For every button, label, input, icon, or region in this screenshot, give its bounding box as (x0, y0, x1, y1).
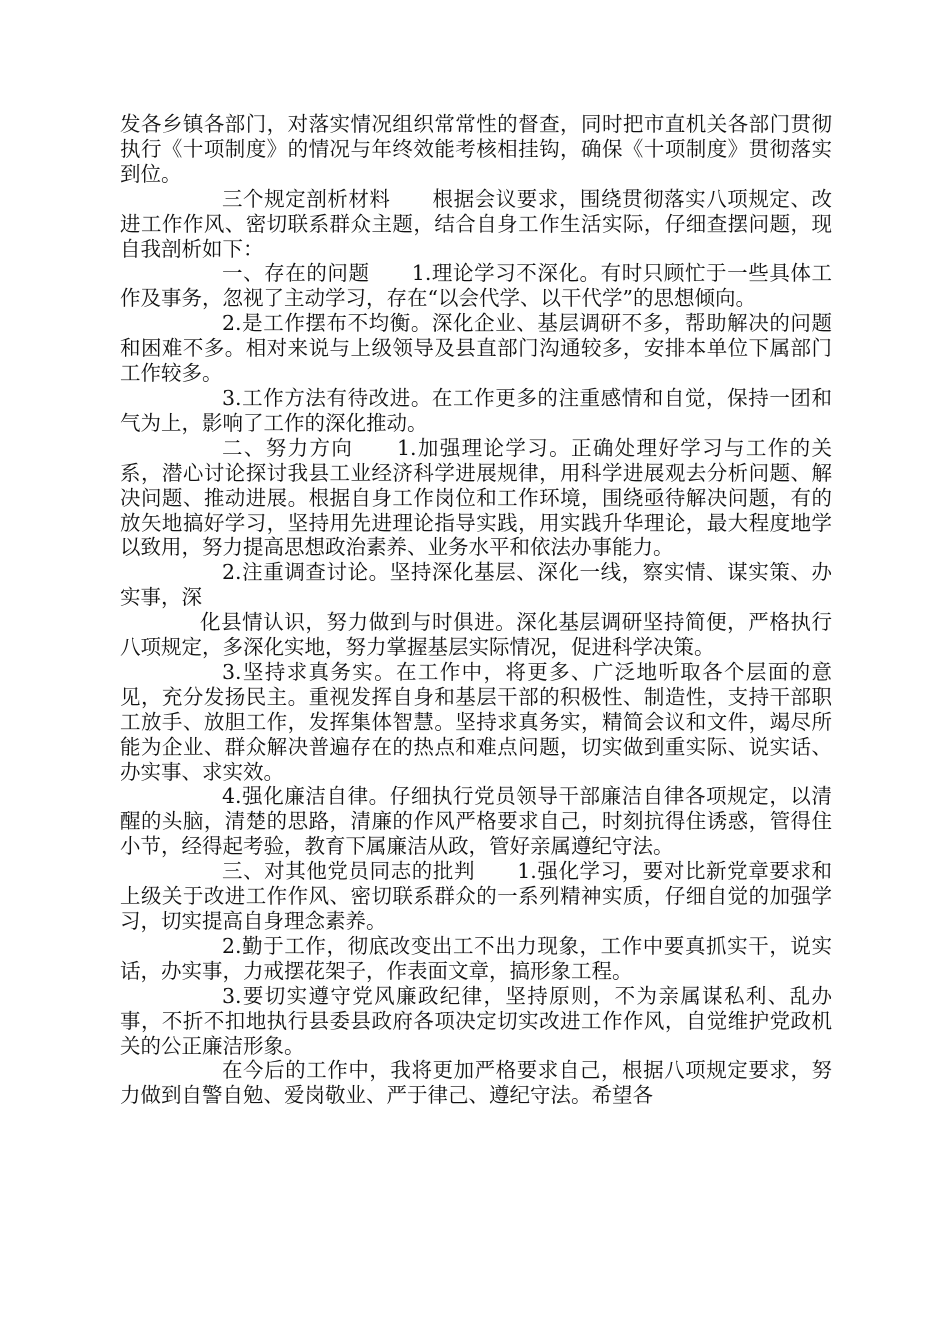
paragraph: 在今后的工作中，我将更加严格要求自己，根据八项规定要求，努力做到自警自勉、爱岗敬业、严于律己、遵纪守法。希望各 (120, 1058, 832, 1108)
paragraph: 3.工作方法有待改进。在工作更多的注重感情和自觉，保持一团和气为上，影响了工作的深化推动。 (120, 385, 832, 435)
paragraph: 3.坚持求真务实。在工作中，将更多、广泛地听取各个层面的意见，充分发扬民主。重视发挥自身和基层干部的积极性、制造性，支持干部职工放手、放胆工作，发挥集体智慧。坚持求真务实，精简会议和文件，竭尽所能为企业、群众解决普遍存在的热点和难点问题，切实做到重实际、说实话、办实事、求实效。 (120, 659, 832, 784)
paragraph: 化县情认识，努力做到与时俱进。深化基层调研坚持简便，严格执行八项规定，多深化实地，努力掌握基层实际情况，促进科学决策。 (120, 610, 832, 660)
paragraph: 三、对其他党员同志的批判 1.强化学习，要对比新党章要求和上级关于改进工作作风、密切联系群众的一系列精神实质，仔细自觉的加强学习，切实提高自身理念素养。 (120, 859, 832, 933)
paragraph: 2.是工作摆布不均衡。深化企业、基层调研不多，帮助解决的问题和困难不多。相对来说与上级领导及县直部门沟通较多，安排本单位下属部门工作较多。 (120, 311, 832, 386)
paragraph: 2.注重调查讨论。坚持深化基层、深化一线，察实情、谋实策、办实事，深 (120, 560, 832, 610)
paragraph: 二、努力方向 1.加强理论学习。正确处理好学习与工作的关系，潜心讨论探讨我县工业经济科学进展规律，用科学进展观去分析问题、解决问题、推动进展。根据自身工作岗位和工作环境，围绕亟待解决问题，有的放矢地搞好学习，坚持用先进理论指导实践，用实践升华理论，最大程度地学以致用，努力提高思想政治素养、业务水平和依法办事能力。 (120, 435, 832, 560)
paragraph: 3.要切实遵守党风廉政纪律，坚持原则，不为亲属谋私利、乱办事，不折不扣地执行县委县政府各项决定切实改进工作作风，自觉维护党政机关的公正廉洁形象。 (120, 983, 832, 1058)
paragraph: 4.强化廉洁自律。仔细执行党员领导干部廉洁自律各项规定，以清醒的头脑，清楚的思路，清廉的作风严格要求自己，时刻抗得住诱惑，管得住小节，经得起考验，教育下属廉洁从政，管好亲属遵纪守法。 (120, 784, 832, 859)
document-body (120, 112, 832, 1108)
paragraph: 发各乡镇各部门，对落实情况组织常常性的督查，同时把市直机关各部门贯彻执行《十项制度》的情况与年终效能考核相挂钩，确保《十项制度》贯彻落实到位。 (120, 112, 832, 186)
paragraph: 一、存在的问题 1.理论学习不深化。有时只顾忙于一些具体工作及事务，忽视了主动学习，存在“以会代学、以干代学”的思想倾向。 (120, 261, 832, 311)
paragraph: 2.勤于工作，彻底改变出工不出力现象，工作中要真抓实干，说实话，办实事，力戒摆花架子，作表面文章，搞形象工程。 (120, 933, 832, 983)
paragraph: 三个规定剖析材料 根据会议要求，围绕贯彻落实八项规定、改进工作作风、密切联系群众主题，结合自身工作生活实际，仔细查摆问题，现自我剖析如下： (120, 186, 832, 261)
